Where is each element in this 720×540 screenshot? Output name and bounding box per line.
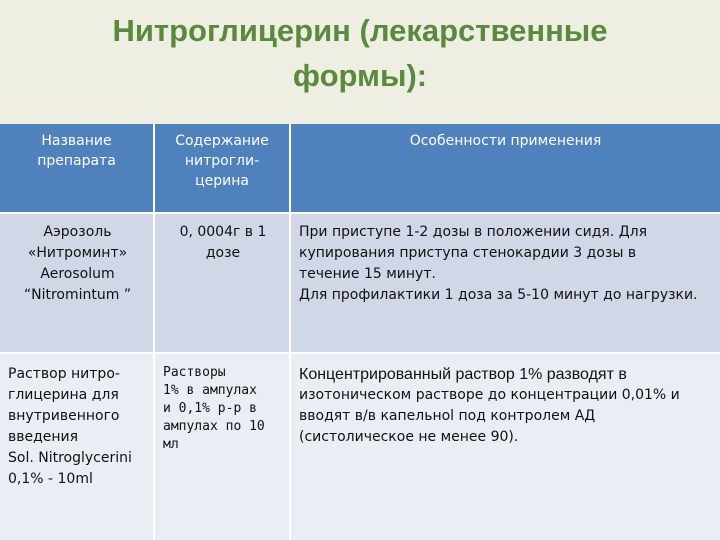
cell-text: Растворы: [163, 365, 226, 380]
header-text: Особенности применения: [409, 133, 602, 149]
cell-drug-name: [0, 213, 154, 353]
cell-text: и 0,1% р-р в: [163, 401, 257, 416]
cell-text: вводят в/в капельноl под контролем АД: [299, 408, 596, 424]
cell-text: Aerosolum: [40, 266, 115, 282]
cell-text: 1% в ампулах: [163, 383, 257, 398]
cell-text: дозе: [205, 245, 241, 261]
cell-text: “Nitromintum ”: [23, 287, 132, 303]
cell-text: внутривенного: [8, 408, 120, 424]
title-line-2: формы):: [292, 58, 428, 93]
cell-text: ампулах по 10: [163, 419, 265, 434]
cell-text: течение 15 минут.: [299, 266, 436, 282]
page-title: [0, 8, 720, 98]
header-text: церина: [195, 173, 249, 189]
cell-text: Аэрозоль: [43, 224, 112, 240]
cell-text: купирования приступа стенокардии 3 дозы в: [299, 245, 637, 261]
cell-features: [290, 353, 720, 540]
header-drug-name: [0, 124, 154, 213]
cell-text: изотоническом растворе до концентрации 0,01% и: [299, 387, 680, 403]
cell-text: При приступе 1-2 дозы в положении сидя. Для: [299, 224, 648, 240]
header-text: Содержание: [175, 133, 269, 149]
header-text: нитрогли-: [184, 153, 260, 169]
cell-text: 0, 0004г в 1: [179, 224, 267, 240]
cell-text: Раствор нитро-: [8, 366, 120, 382]
drug-forms-table: [0, 124, 720, 540]
cell-content: [154, 353, 290, 540]
cell-drug-name: [0, 353, 154, 540]
cell-features: [290, 213, 720, 353]
cell-text: 0,1% - 10ml: [8, 471, 93, 487]
cell-content: [154, 213, 290, 353]
table-row: [0, 353, 720, 540]
cell-text: Для профилактики 1 доза за 5-10 минут до нагрузки.: [299, 287, 698, 303]
cell-text: глицерина для: [8, 387, 119, 403]
table-row: [0, 213, 720, 353]
header-content: [154, 124, 290, 213]
header-text: Название: [41, 133, 112, 149]
header-text: препарата: [37, 153, 116, 169]
table-header-row: [0, 124, 720, 213]
cell-text: Sol. Nitroglycerini: [8, 450, 132, 466]
header-features: [290, 124, 720, 213]
cell-text: Концентрированный раствор 1% разводят в: [299, 366, 627, 383]
cell-text: мл: [163, 437, 179, 452]
cell-text: «Нитроминт»: [27, 245, 128, 261]
cell-text: введения: [8, 429, 79, 445]
cell-text: (систолическое не менее 90).: [299, 429, 519, 445]
title-line-1: Нитроглицерин (лекарственные: [112, 13, 608, 48]
